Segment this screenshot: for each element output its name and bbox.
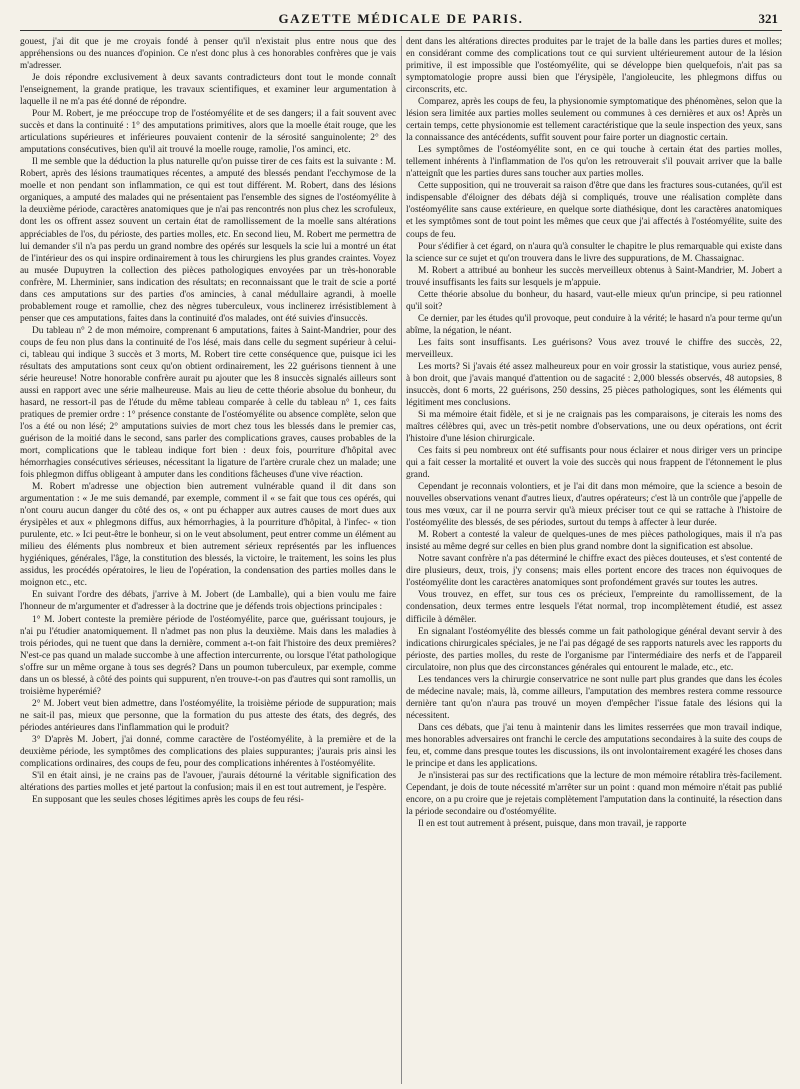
page-number: 321 [758,11,778,26]
paragraph: 2° M. Jobert veut bien admettre, dans l'ostéomyélite, la troisième période de suppuration; mais ne sait-il pas, mieux que personne, que la formation du pus atteste des états, des degrés, des périodes antérieures dans l'inflammation qui le produit? [20,698,396,733]
paragraph: Les faits sont insuffisants. Les guérisons? Vous avez trouvé le chiffre des succès, 22, merveilleux. [406,337,782,360]
paragraph: Si ma mémoire était fidèle, et si je ne craignais pas les comparaisons, je citerais les noms des maîtres célèbres qui, avec un très-petit nombre d'observations, une ou deux opérations, ont écrit l'histoire d'une lésion chirurgicale. [406,409,782,445]
right-column [406,36,782,1084]
paragraph: 3° D'après M. Jobert, j'ai donné, comme caractère de l'ostéomyélite, à la première et de la deuxième période, les symptômes des complications des plaies suppurantes; j'aurais pris ainsi les complications ordinaires, des coups de feu, pour des complications inhérentes à l'ostéomyélite. [20,734,396,769]
paragraph: En supposant que les seules choses légitimes après les coups de feu rési- [32,794,304,805]
paragraph: Pour s'édifier à cet égard, on n'aura qu'à consulter le chapitre le plus remarquable qui existe dans la science sur ce sujet et qu'on trouvera dans le livre des suppurations, de M. Chassaignac. [406,241,782,264]
paragraph: Du tableau n° 2 de mon mémoire, comprenant 6 amputations, faites à Saint-Mandrier, pour des coups de feu non plus dans la continuité de l'os lésé, mais dans celle du segment supérieur à celui-ci, tableau qui indique 3 succès et 3 morts, M. Robert tire cette conséquence que, puisque ici les résultats des amputations sont ceux qu'on obtient ordinairement, les 22 guérisons tiennent à une série heureuse! Notre honorable confrère aurait pu ajouter que les 8 insuccès signalés ailleurs sont aussi en rapport avec une série malheureuse. Mais au lieu de cette théorie absolue du bonheur, du hasard, ne ressort-il pas de l'étude du même tableau comparée à celle du tableau n° 1, ces faits pratiques de premier ordre : 1° présence constante de l'ostéomyélite ou absence complète, selon que l'os a été ou non lésé; 2° amputations suivies de mort chez tous les blessés dans le premier cas, guérison de la moitié dans le second, sans parler des complications graves, causes probables de la mort, complications que le tableau indique fort bien : deux fois, pourriture d'hôpital avec hémorrhagies consécutives sérieuses, nécessitant la ligature de l'artère crurale chez un malade; une fois phlegmon diffus obligeant à amputer dans les conditions fâcheuses d'une vive réaction. [20,325,396,481]
paragraph: M. Robert m'adresse une objection bien autrement vulnérable quand il dit dans son argumentation : « Je me suis demandé, par exemple, comment il « se fait que tous ces opérés, qui n'ont couru aucun danger du côté des os, « ont pu échapper aux autres causes de mort dues aux érysipèles et aux « phlegmons diffus, aux hémorrhagies, à la pourriture d'hôpital, à l'infec- « tion purulente, etc. » Ici peut-être le bonheur, si on le veut absolument, peut entrer comme un élément au milieu des éléments plus nombreux et bien autrement sérieux représentés par les influences hygiéniques, générales, l'âge, la constitution des blessés, la victoire, le traitement, les soins les plus assidus, les procédés opératoires, le lieu de l'opération, la condensation des parties molles dans le moignon etc., etc. [20,482,396,589]
paragraph: Il me semble que la déduction la plus naturelle qu'on puisse tirer de ces faits est la suivante : M. Robert, après des lésions traumatiques récentes, a amputé des blessés pendant l'ecchymose de la moelle et non pendant son inflammation, ce qui est tout différent. M. Robert, dans des lésions organiques, a amputé des malades qui ne présentaient pas l'ensemble des signes de l'ostéomyélite à la deuxième période, caractères anatomiques que je n'ai pas rencontrés non plus chez les scrofuleux, dont les os offrent assez souvent un certain état de ramollissement de la moelle sans altérations appréciables de l'os, du périoste, des parties molles, etc. En second lieu, M. Robert me permettra de lui demander s'il n'a pas perdu un grand nombre des opérés sur lesquels la scie lui a montré un état de l'intérieur des os qui inspire ordinairement à tous les chirurgiens les plus grandes craintes. Voyez au musée Dupuytren la collection des pièces pathologiques envoyées par un très-honorable confrère, M. Lherminier, sans indication des résultats; en reconnaissant que le trait de scie a porté dans ces amputations sur des parties d'os amincies, à canal médullaire agrandi, à moelle probablement rouge et ramollie, chez des nègres tuberculeux, vous inclinerez irrésistiblement à penser que ces amputations, faites dans la continuité d'os malades, ont été suivies d'insuccès. [20,157,396,324]
paragraph: M. Robert a contesté la valeur de quelques-unes de mes pièces pathologiques, mais il n'a pas insisté au même degré sur celles en bien plus grand nombre dont la signification est absolue. [406,530,782,553]
paragraph: Les symptômes de l'ostéomyélite sont, en ce qui touche à certain état des parties molles, tellement inhérents à l'inflammation de l'os qu'on les retrouverait s'il pouvait arriver que la balle n'atteignît que les parties dures sans toucher aux parties molles. [406,145,782,180]
paragraph: Je n'insisterai pas sur des rectifications que la lecture de mon mémoire rétablira très-facilement. Cependant, je dois de toute nécessité m'arrêter sur un point : quand mon mémoire n'était pas publié encore, on a pu croire que je rejetais complètement l'amputation dans la continuité, la résection dans la période secondaire ou d'ostéomyélite. [406,770,782,817]
paragraph: Dans ces débats, que j'ai tenu à maintenir dans les limites resserrées que mon travail indique, mes honorables adversaires ont franchi le cercle des amputations secondaires à la suite des coups de feu, et, comme dans presque toutes les discussions, ils ont involontairement exagéré les choses dans le principe et dans les applications. [406,722,782,769]
paragraph: En signalant l'ostéomyélite des blessés comme un fait pathologique général devant servir à des indications chirurgicales spéciales, je ne l'ai pas dégagé de ses rapports naturels avec les rapports du périoste, des parties molles, du reste de l'organisme par l'intermédiaire des nerfs et de l'appareil circulatoire, non plus que des circonstances générales qui entourent le malade, etc., etc. [406,626,782,673]
paragraph: Cette théorie absolue du bonheur, du hasard, vaut-elle mieux qu'un principe, si peu rationnel qu'il soit? [406,289,782,312]
left-column [20,36,396,1084]
paragraph: M. Robert a attribué au bonheur les succès merveilleux obtenus à Saint-Mandrier, M. Jobert a trouvé insuffisants les faits sur lesquels je m'appuie. [406,265,782,288]
paragraph: Comparez, après les coups de feu, la physionomie symptomatique des phénomènes, selon que la lésion sera limitée aux parties molles seulement ou communes à ces dernières et aux os! Après un certain temps, cette physionomie est tellement caractéristique que la seule inspection des yeux, sans la connaissance des antécédents, suffit souvent pour faire porter un diagnostic certain. [406,97,782,144]
paragraph: Notre savant confrère n'a pas déterminé le chiffre exact des pièces douteuses, et s'est contenté de dire plusieurs, deux, trois, j'y consens; mais elles portent encore des traces non équivoques de l'ostéomyélite dont les caractères anatomiques sont profondément gravés sur toutes les autres. [406,554,782,589]
paragraph: Cependant je reconnais volontiers, et je l'ai dit dans mon mémoire, que la science a besoin de nouvelles observations venant d'autres lieux, d'autres opérateurs; c'est là un contrôle que j'appelle de tous mes vœux, car il ne pourra servir qu'à mieux préciser tout ce qui se rattache à l'histoire de l'ostéomyélite des blessés, de ses périodes, surtout du temps à affecter à leur durée. [406,482,782,529]
page-header [20,0,782,30]
paragraph: Ce dernier, par les études qu'il provoque, peut conduire à la vérité; le hasard n'a pour terme qu'un abîme, la négation, le néant. [406,313,782,336]
paragraph: Je dois répondre exclusivement à deux savants contradicteurs dont tout le monde connaît l'enseignement, la grande pratique, les travaux scientifiques, et examiner leur argumentation à laquelle il ne m'a pas été donné de répondre. [20,73,396,108]
journal-title: GAZETTE MÉDICALE DE PARIS. [278,11,524,26]
paragraph: dent dans les altérations directes produites par le trajet de la balle dans les parties dures et molles; en considérant comme des complications tout ce qui survient ultérieurement autour de la lésion primitive, il est impossible que l'ostéomyélite, qui se développe bien quelquefois, n'ait pas sa symptomatologie propre aussi bien que l'érysipèle, l'angioleucite, les phlegmons diffus ou circonscrits, etc. [406,37,782,96]
header-rule [20,30,782,31]
paragraph: Vous trouvez, en effet, sur tous ces os précieux, l'empreinte du ramollissement, de la condensation, deux termes entre lesquels l'état normal, trop incomplètement étudié, est assez difficile à démêler. [406,590,782,625]
paragraph: En suivant l'ordre des débats, j'arrive à M. Jobert (de Lamballe), qui a bien voulu me faire l'honneur de m'argumenter et d'adresser à la doctrine que je défends trois objections principales : [20,590,396,613]
paragraph: S'il en était ainsi, je ne crains pas de l'avouer, j'aurais détourné la véritable signification des altérations des parties molles et jeté partout la confusion; mais il en est tout autrement, je l'espère. [20,770,396,793]
paragraph: Il en est tout autrement à présent, puisque, dans mon travail, je rapporte [418,819,687,830]
paragraph: Cette supposition, qui ne trouverait sa raison d'être que dans les fractures sous-cutanées, qu'il est indispensable d'éloigner des débats déjà si compliqués, trouve une réalisation complète dans l'ostéomyélite sans cause extérieure, en quelque sorte diathésique, dont les caractères anatomiques et les symptômes sont de tout point les mêmes que ceux que j'ai affectés à l'ostéomyélite, suite des coups de feu. [406,181,782,240]
paragraph: Les morts? Si j'avais été assez malheureux pour en voir grossir la statistique, vous auriez pensé, à bon droit, que j'avais manqué d'attention ou de sagacité : 2,000 blessés observés, 48 autopsies, 8 insuccès, dont 6 morts, 22 guérisons, 250 dessins, 25 pièces pathologiques, sont les éléments qui légitiment mes conclusions. [406,361,782,408]
paragraph: 1° M. Jobert conteste la première période de l'ostéomyélite, parce que, guérissant toujours, je n'ai pu l'étudier anatomiquement. Il n'admet pas non plus la deuxième. Mais dans les maladies à trois périodes, qui ne tuent que dans la dernière, comment a-t-on fait l'histoire des deux premières? N'est-ce pas quand un malade succombe à une affection intercurrente, ou lorsque l'état pathologique s'offre sur un même organe à tous ses degrés? Dans un poumon tuberculeux, par exemple, comme dans un os blessé, à côté des points qui suppurent, n'en trouve-t-on pas d'autres qui sont ramollis, un troisième hyperémié? [20,614,396,697]
article-columns [20,36,782,1084]
paragraph: Ces faits si peu nombreux ont été suffisants pour nous éclairer et nous diriger vers un principe qui a fait cesser la mortalité et ouvert la voie des succès qui nous frappent de l'étonnement le plus grand. [406,446,782,481]
paragraph: gouest, j'ai dit que je me croyais fondé à penser qu'il n'existait plus entre nous que des appréhensions ou des nuances d'opinion. Ce n'est donc plus à ces honorables confrères que je vais m'adresser. [20,37,396,72]
paragraph: Les tendances vers la chirurgie conservatrice ne sont nulle part plus grandes que dans les écoles de médecine navale; mais, là, comme ailleurs, l'amputation des membres restera comme ressource dernière tant qu'on n'aura pas trouvé un moyen d'empêcher l'issue fatale des lésions qui la nécessitent. [406,674,782,721]
paragraph: Pour M. Robert, je me préoccupe trop de l'ostéomyélite et de ses dangers; il a fait souvent avec succès et dans la continuité : 1° des amputations primitives, alors que la moelle était rouge, que les articulations supérieures et inférieures pouvaient contenir de la sérosité sanguinolente; 2° des amputations consécutives, bien qu'il ait trouvé la moelle rouge, ramolie, l'os aminci, etc. [20,109,396,156]
